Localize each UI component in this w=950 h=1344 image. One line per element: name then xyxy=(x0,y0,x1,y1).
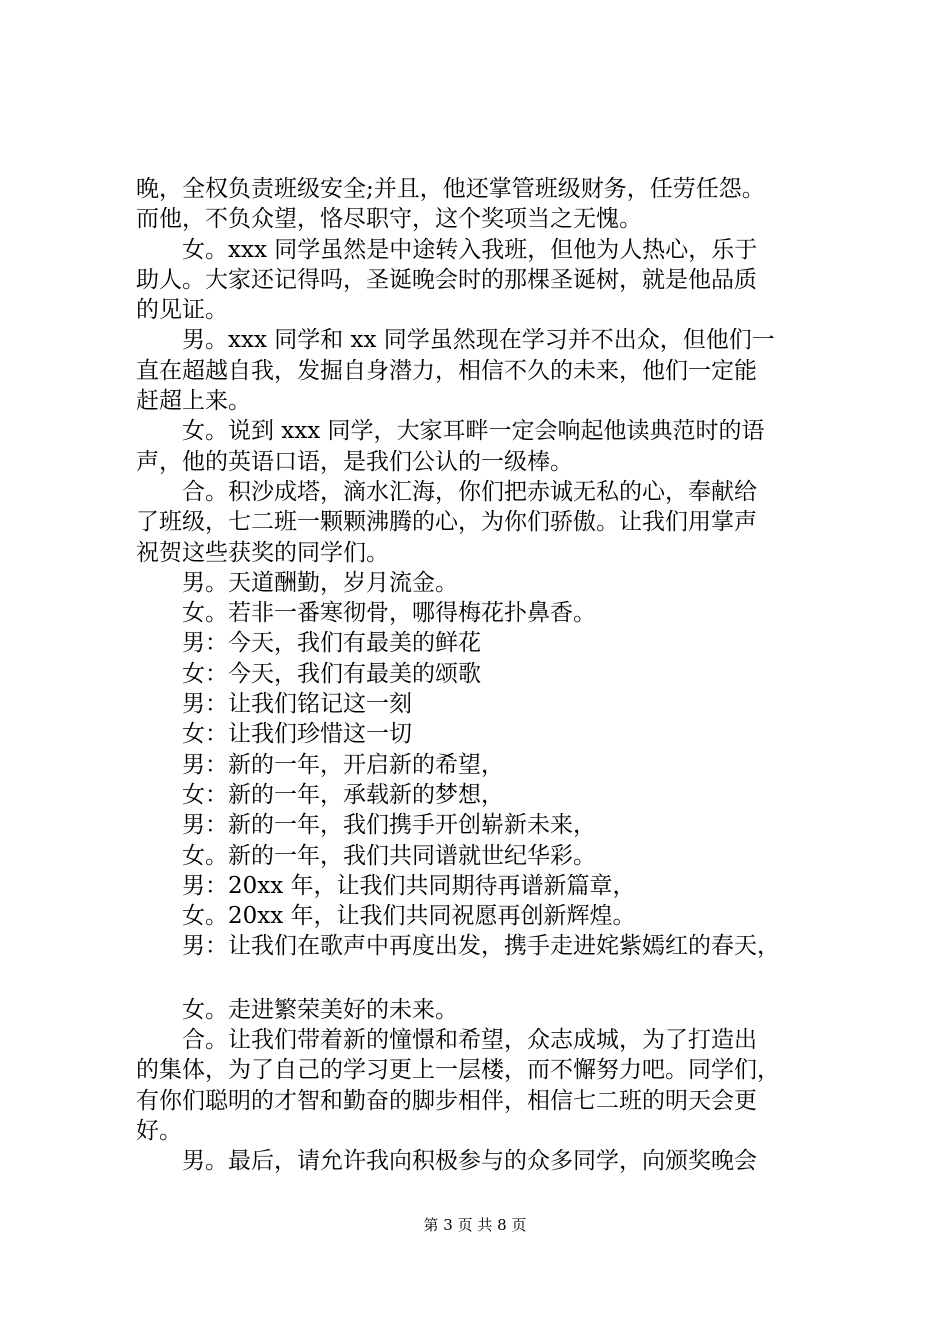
text-line: 女。说到 xxx 同学，大家耳畔一定会响起他读典范时的语 xyxy=(182,418,765,445)
text-line: 祝贺这些获奖的同学们。 xyxy=(136,539,389,566)
text-line: 而他，不负众望，恪尽职守，这个奖项当之无愧。 xyxy=(136,206,642,233)
paragraph-gap xyxy=(136,962,826,995)
text-line: 男：让我们铭记这一刻 xyxy=(182,691,412,718)
text-line: 男：今天，我们有最美的鲜花 xyxy=(182,630,481,657)
text-line: 女。xxx 同学虽然是中途转入我班，但他为人热心，乐于 xyxy=(182,236,758,263)
text-line: 男。最后，请允许我向积极参与的众多同学，向颁奖晚会 xyxy=(182,1148,757,1175)
text-line: 有你们聪明的才智和勤奋的脚步相伴，相信七二班的明天会更 xyxy=(136,1087,757,1114)
page-footer: 第 3 页 共 8 页 xyxy=(423,1216,527,1234)
text-line: 了班级，七二班一颗颗沸腾的心，为你们骄傲。让我们用掌声 xyxy=(136,509,757,536)
text-line: 男：新的一年，开启新的希望， xyxy=(182,751,504,778)
text-line: 助人。大家还记得吗，圣诞晚会时的那棵圣诞树，就是他品质 xyxy=(136,266,757,293)
text-line: 男：新的一年，我们携手开创崭新未来， xyxy=(182,812,596,839)
text-line: 的集体，为了自己的学习更上一层楼，而不懈努力吧。同学们， xyxy=(136,1057,780,1084)
text-line: 晚，全权负责班级安全;并且，他还掌管班级财务，任劳任怨。 xyxy=(136,176,765,202)
text-line: 女。若非一番寒彻骨，哪得梅花扑鼻香。 xyxy=(182,600,596,627)
text-line: 合。积沙成塔，滴水汇海，你们把赤诚无私的心，奉献给 xyxy=(182,478,757,505)
text-line: 女：新的一年，承载新的梦想， xyxy=(182,781,504,808)
text-line: 的见证。 xyxy=(136,297,228,324)
text-line: 女。走进繁荣美好的未来。 xyxy=(182,996,458,1023)
text-line: 男：20xx 年，让我们共同期待再谱新篇章， xyxy=(182,872,636,899)
text-line: 男。xxx 同学和 xx 同学虽然现在学习并不出众，但他们一 xyxy=(182,327,775,354)
document-body xyxy=(136,174,826,1177)
text-line: 女。20xx 年，让我们共同祝愿再创新辉煌。 xyxy=(182,903,636,930)
text-line: 好。 xyxy=(136,1117,182,1144)
text-line: 女：让我们珍惜这一切 xyxy=(182,721,412,748)
text-line: 女。新的一年，我们共同谱就世纪华彩。 xyxy=(182,842,596,869)
text-line: 女：今天，我们有最美的颂歌 xyxy=(182,660,481,687)
text-line: 直在超越自我，发掘自身潜力，相信不久的未来，他们一定能 xyxy=(136,357,757,384)
text-line: 赶超上来。 xyxy=(136,388,251,415)
text-line: 声，他的英语口语，是我们公认的一级棒。 xyxy=(136,448,573,475)
text-line: 男。天道酬勤，岁月流金。 xyxy=(182,569,458,596)
text-line: 合。让我们带着新的憧憬和希望，众志成城，为了打造出 xyxy=(182,1027,757,1054)
text-line: 男：让我们在歌声中再度出发，携手走进姹紫嫣红的春天， xyxy=(182,933,780,960)
